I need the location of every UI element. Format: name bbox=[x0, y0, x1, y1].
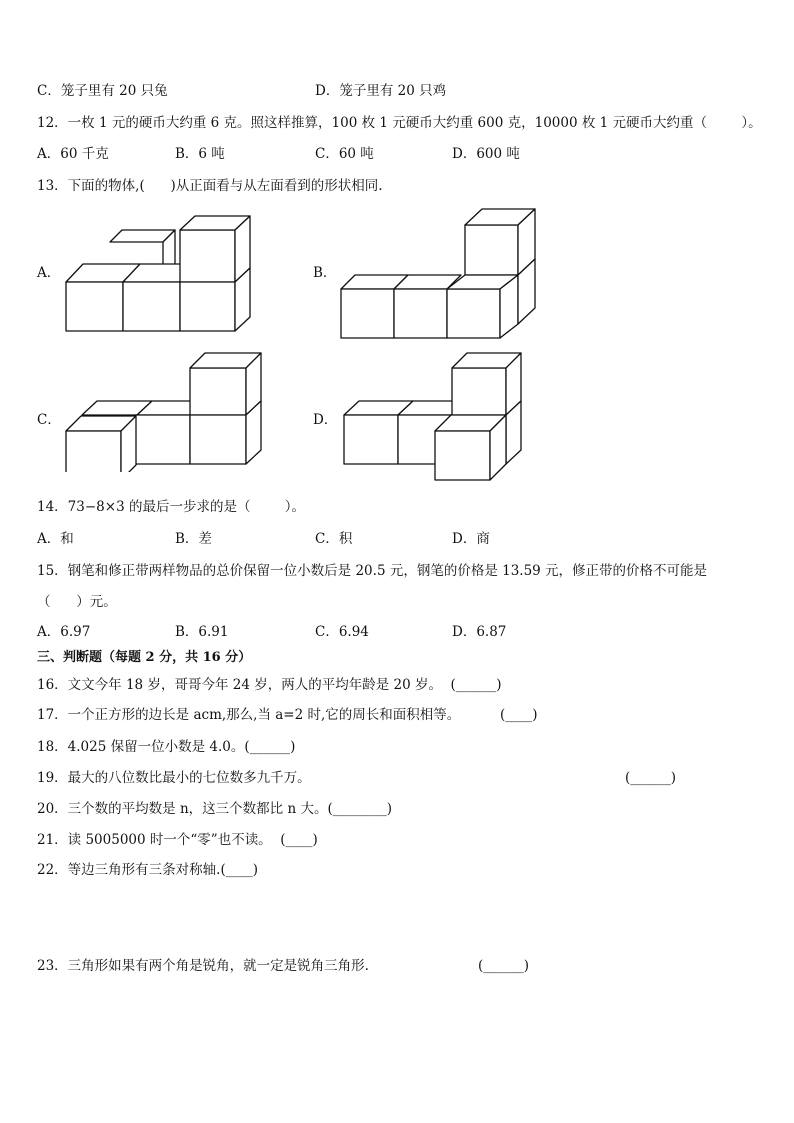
cube-figure-a bbox=[60, 200, 260, 340]
q15-stem-continued: （ ）元。 bbox=[37, 594, 117, 610]
q14-option-b: B．差 bbox=[175, 531, 212, 547]
q15-stem: 15．钢笔和修正带两样物品的总价保留一位小数后是 20.5 元，钢笔的价格是 13.59 元，修正带的价格不可能是 bbox=[37, 563, 708, 579]
cube-face bbox=[435, 431, 490, 480]
judgement-q18: 18．4.025 保留一位小数是 4.0。(______) bbox=[37, 739, 296, 755]
q12-option-a: A．60 千克 bbox=[37, 146, 109, 162]
answer-blank-q19[interactable]: (______) bbox=[625, 770, 677, 786]
judgement-q17: 17．一个正方形的边长是 acm,那么,当 a=2 时,它的周长和面积相等。 bbox=[37, 707, 461, 723]
answer-blank-q23[interactable]: (______) bbox=[478, 958, 530, 974]
q15-option-b: B．6.91 bbox=[175, 624, 229, 640]
cube-face bbox=[66, 282, 123, 331]
q12-option-c: C．60 吨 bbox=[315, 146, 374, 162]
answer-blank-q17[interactable]: (____) bbox=[500, 707, 538, 723]
q13-label-d: D． bbox=[313, 412, 338, 428]
q11-option-c: C．笼子里有 20 只兔 bbox=[37, 83, 168, 99]
cube-face bbox=[344, 415, 398, 464]
q15-option-c: C．6.94 bbox=[315, 624, 369, 640]
cube-face bbox=[452, 368, 506, 415]
judgement-q21: 21．读 5005000 时一个“零”也不读。 (____) bbox=[37, 832, 318, 848]
cube-face bbox=[190, 368, 246, 415]
judgement-q22: 22．等边三角形有三条对称轴.(____) bbox=[37, 862, 259, 878]
cube-face bbox=[123, 282, 180, 331]
q15-option-a: A．6.97 bbox=[37, 624, 91, 640]
cube-face bbox=[180, 230, 235, 282]
q12-stem: 12．一枚 1 元的硬币大约重 6 克。照这样推算，100 枚 1 元硬币大约重 600 克，10000 枚 1 元硬币大约重（ ）。 bbox=[37, 115, 762, 131]
q15-option-d: D．6.87 bbox=[452, 624, 507, 640]
cube-face bbox=[447, 289, 500, 338]
q14-option-a: A．和 bbox=[37, 531, 74, 547]
cube-face bbox=[190, 415, 246, 464]
q13-stem: 13．下面的物体,( )从正面看与从左面看到的形状相同. bbox=[37, 178, 383, 194]
cube-face bbox=[66, 431, 121, 472]
q14-option-d: D．商 bbox=[452, 531, 490, 547]
cube-face bbox=[341, 289, 394, 338]
cube-face bbox=[135, 415, 190, 464]
cube-figure-b bbox=[335, 200, 545, 345]
judgement-q23: 23．三角形如果有两个角是锐角，就一定是锐角三角形. bbox=[37, 958, 369, 974]
judgement-q20: 20．三个数的平均数是 n，这三个数都比 n 大。(________) bbox=[37, 801, 392, 817]
section-title: 三、判断题（每题 2 分，共 16 分） bbox=[37, 650, 252, 665]
q13-label-a: A． bbox=[37, 265, 61, 281]
cube-face bbox=[394, 289, 447, 338]
judgement-q19: 19．最大的八位数比最小的七位数多九千万。 bbox=[37, 770, 311, 786]
cube-face bbox=[180, 282, 235, 331]
q14-option-c: C．积 bbox=[315, 531, 353, 547]
q13-label-b: B． bbox=[313, 265, 337, 281]
judgement-q16: 16．文文今年 18 岁，哥哥今年 24 岁，两人的平均年龄是 20 岁。 (______) bbox=[37, 677, 502, 693]
cube-figure-c bbox=[60, 347, 270, 472]
cube-face bbox=[465, 225, 518, 275]
q14-stem: 14．73−8×3 的最后一步求的是（ ）。 bbox=[37, 499, 306, 515]
q11-option-d: D．笼子里有 20 只鸡 bbox=[315, 83, 447, 99]
cube-figure-d bbox=[335, 347, 535, 487]
q12-option-b: B．6 吨 bbox=[175, 146, 225, 162]
q12-option-d: D．600 吨 bbox=[452, 146, 520, 162]
q13-label-c: C． bbox=[37, 412, 61, 428]
